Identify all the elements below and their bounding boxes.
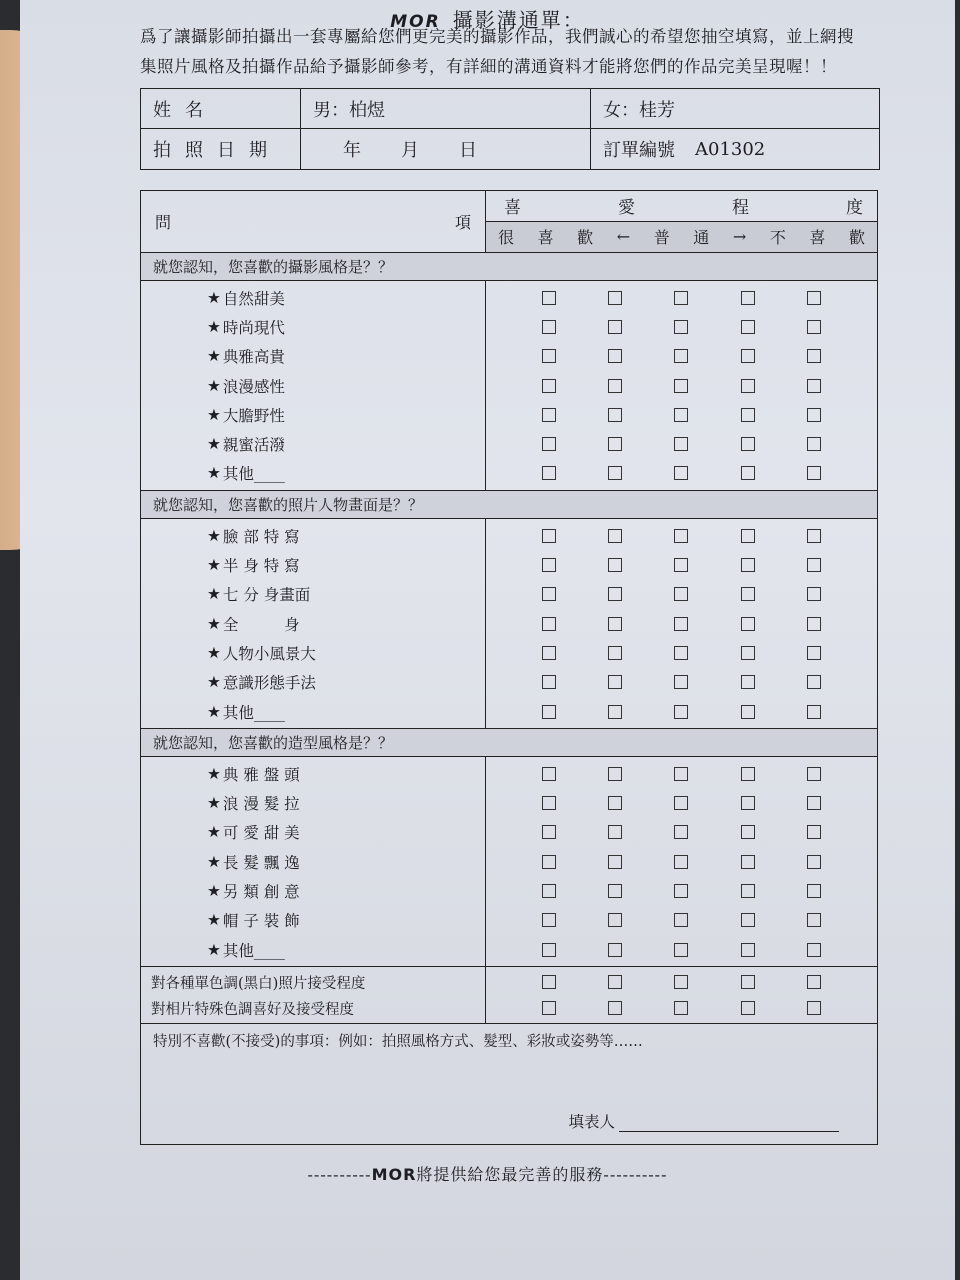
preference-title-char: 喜 [504, 198, 521, 219]
checkbox-row [486, 521, 877, 550]
item-label: 意識形態手法 [222, 674, 316, 693]
star-icon: ★ [207, 464, 221, 483]
acceptance-row: 對相片特殊色調喜好及接受程度 [151, 1001, 354, 1018]
scale-arrow-left: ← [616, 227, 631, 247]
checkbox[interactable] [674, 646, 688, 660]
checkbox[interactable] [807, 320, 821, 334]
checkbox[interactable] [608, 587, 622, 601]
date-field[interactable] [301, 129, 591, 169]
survey-paper [20, 0, 955, 1280]
checkbox-row [486, 638, 877, 667]
checkbox[interactable] [542, 529, 556, 543]
checkbox[interactable] [674, 796, 688, 810]
checkbox[interactable] [608, 767, 622, 781]
section-title: 就您認知，您喜歡的照片人物畫面是？？ [141, 491, 877, 519]
checkbox[interactable] [674, 558, 688, 572]
footer-text: 將提供給您最完善的服務 [416, 1165, 604, 1184]
checkbox[interactable] [542, 855, 556, 869]
scale-char: 很 [498, 228, 515, 248]
notes-label: 特別不喜歡(不接受)的事項：例如：拍照風格方式、髮型、彩妝或姿勢等…… [153, 1034, 643, 1051]
checkbox[interactable] [608, 349, 622, 363]
item-label: 時尚現代 [222, 318, 285, 337]
date-label: 拍照日期 [141, 129, 301, 169]
item-row [141, 788, 485, 817]
item-row [141, 580, 485, 609]
star-icon: ★ [207, 940, 221, 959]
bride-name-field[interactable]: 女：桂芳 [603, 99, 675, 121]
checkbox[interactable] [608, 1001, 622, 1015]
section-items [141, 519, 486, 728]
item-row [141, 459, 485, 488]
checkbox[interactable] [674, 825, 688, 839]
notes-area[interactable] [141, 1024, 877, 1144]
item-label: 自然甜美 [222, 289, 285, 308]
groom-name-field[interactable]: 男：柏煜 [301, 89, 591, 128]
checkbox[interactable] [542, 349, 556, 363]
item-row [141, 697, 485, 726]
checkbox[interactable] [807, 617, 821, 631]
date-month: 月 [401, 140, 419, 161]
checkbox[interactable] [807, 437, 821, 451]
checkbox[interactable] [608, 558, 622, 572]
checkbox[interactable] [608, 855, 622, 869]
item-row [141, 312, 485, 341]
section-checkboxes [486, 757, 877, 966]
item-row [141, 521, 485, 550]
item-label: 浪漫感性 [222, 377, 285, 396]
checkbox-row [486, 429, 877, 458]
acceptance-section [141, 967, 877, 1024]
checkbox[interactable] [608, 705, 622, 719]
survey-table [140, 190, 878, 1145]
checkbox[interactable] [741, 558, 755, 572]
checkbox[interactable] [807, 767, 821, 781]
item-row [141, 847, 485, 876]
checkbox-row [486, 400, 877, 429]
scale-char: 通 [693, 228, 710, 248]
footer-brand: MOR [371, 1165, 417, 1184]
checkbox[interactable] [741, 587, 755, 601]
item-row [141, 342, 485, 371]
checkbox[interactable] [608, 529, 622, 543]
checkbox[interactable] [674, 379, 688, 393]
checkbox[interactable] [542, 796, 556, 810]
checkbox[interactable] [807, 646, 821, 660]
item-label: 半 身 特 寫 [222, 557, 300, 576]
checkbox[interactable] [608, 408, 622, 422]
checkbox-row [486, 969, 877, 995]
checkbox[interactable] [807, 796, 821, 810]
checkbox[interactable] [674, 913, 688, 927]
star-icon: ★ [207, 794, 221, 813]
checkbox-row [486, 609, 877, 638]
item-row [141, 668, 485, 697]
checkbox[interactable] [741, 617, 755, 631]
checkbox[interactable] [807, 466, 821, 480]
filler-signature [568, 1110, 839, 1132]
item-label: 臉 部 特 寫 [222, 527, 300, 546]
item-label: 人物小風景大 [222, 644, 316, 663]
date-day: 日 [459, 140, 477, 161]
checkbox[interactable] [674, 705, 688, 719]
checkbox[interactable] [741, 767, 755, 781]
checkbox-row [486, 906, 877, 935]
star-icon: ★ [207, 764, 221, 783]
item-label: 七 分 身畫面 [222, 586, 311, 605]
checkbox[interactable] [542, 884, 556, 898]
item-row [141, 906, 485, 935]
checkbox[interactable] [741, 884, 755, 898]
preference-title-char: 度 [846, 198, 863, 219]
checkbox[interactable] [674, 529, 688, 543]
item-header-label: 項 [454, 213, 471, 232]
checkbox[interactable] [608, 796, 622, 810]
section-checkboxes [486, 281, 877, 490]
checkbox-row [486, 283, 877, 312]
item-row [141, 935, 485, 964]
checkbox[interactable] [741, 466, 755, 480]
checkbox[interactable] [674, 855, 688, 869]
star-icon: ★ [207, 881, 221, 900]
preference-title [486, 191, 877, 222]
section-body [141, 281, 877, 491]
checkbox[interactable] [807, 943, 821, 957]
checkbox[interactable] [542, 825, 556, 839]
checkbox[interactable] [807, 291, 821, 305]
star-icon: ★ [207, 376, 221, 395]
checkbox[interactable] [542, 767, 556, 781]
question-header [141, 191, 486, 252]
date-year: 年 [343, 140, 361, 161]
checkbox[interactable] [674, 437, 688, 451]
star-icon: ★ [207, 288, 221, 307]
item-row [141, 550, 485, 579]
item-label: 典 雅 盤 頭 [222, 765, 300, 784]
item-label: 浪 漫 髮 拉 [222, 795, 300, 814]
checkbox-row [486, 371, 877, 400]
checkbox[interactable] [542, 705, 556, 719]
signature-line[interactable] [619, 1116, 839, 1132]
checkbox-row [486, 668, 877, 697]
checkbox[interactable] [608, 975, 622, 989]
checkbox[interactable] [674, 466, 688, 480]
checkbox-row [486, 550, 877, 579]
checkbox[interactable] [807, 825, 821, 839]
item-label: 其他____ [222, 941, 285, 960]
checkbox[interactable] [807, 913, 821, 927]
item-label: 另 類 創 意 [222, 882, 300, 901]
scale-char: 不 [769, 228, 786, 248]
item-label: 可 愛 甜 美 [222, 824, 300, 843]
checkbox[interactable] [542, 617, 556, 631]
order-label: 訂單編號 [603, 140, 675, 161]
checkbox[interactable] [741, 408, 755, 422]
intro-line: 集照片風格及拍攝作品給予攝影師參考，有詳細的溝通資料才能將您們的作品完美呈現喔！！ [140, 57, 837, 76]
item-row [141, 759, 485, 788]
star-icon: ★ [207, 702, 221, 721]
checkbox[interactable] [542, 646, 556, 660]
item-row [141, 818, 485, 847]
scale-char: 歡 [577, 228, 594, 248]
star-icon: ★ [207, 911, 221, 930]
checkbox[interactable] [542, 291, 556, 305]
checkbox[interactable] [807, 408, 821, 422]
checkbox-row [486, 759, 877, 788]
checkbox[interactable] [807, 855, 821, 869]
filler-label: 填表人 [568, 1113, 615, 1132]
checkbox[interactable] [542, 675, 556, 689]
checkbox[interactable] [674, 408, 688, 422]
checkbox[interactable] [807, 675, 821, 689]
acceptance-checkboxes [486, 967, 877, 1023]
checkbox[interactable] [741, 320, 755, 334]
item-label: 大膽野性 [222, 406, 285, 425]
preference-title-char: 愛 [618, 198, 635, 219]
scale-char: 歡 [848, 228, 865, 248]
checkbox[interactable] [741, 975, 755, 989]
checkbox[interactable] [542, 558, 556, 572]
checkbox[interactable] [608, 943, 622, 957]
star-icon: ★ [207, 347, 221, 366]
section-checkboxes [486, 519, 877, 728]
scale-char: 喜 [537, 228, 554, 248]
checkbox[interactable] [542, 913, 556, 927]
footer-dashes-left: ---------- [307, 1165, 372, 1184]
checkbox-row [486, 312, 877, 341]
checkbox[interactable] [542, 408, 556, 422]
checkbox[interactable] [807, 379, 821, 393]
checkbox[interactable] [807, 349, 821, 363]
name-label: 姓名 [141, 89, 301, 128]
checkbox[interactable] [542, 379, 556, 393]
checkbox[interactable] [741, 349, 755, 363]
checkbox[interactable] [608, 320, 622, 334]
checkbox-row [486, 697, 877, 726]
section-title: 就您認知，您喜歡的攝影風格是？？ [141, 253, 877, 281]
checkbox[interactable] [807, 975, 821, 989]
item-row [141, 638, 485, 667]
checkbox[interactable] [741, 705, 755, 719]
checkbox[interactable] [608, 913, 622, 927]
footer [20, 1162, 955, 1185]
checkbox[interactable] [674, 320, 688, 334]
checkbox[interactable] [674, 975, 688, 989]
checkbox[interactable] [807, 558, 821, 572]
checkbox[interactable] [674, 943, 688, 957]
section-items [141, 757, 486, 966]
star-icon: ★ [207, 556, 221, 575]
checkbox[interactable] [542, 587, 556, 601]
checkbox[interactable] [608, 437, 622, 451]
checkbox[interactable] [674, 884, 688, 898]
checkbox[interactable] [674, 587, 688, 601]
info-table [140, 88, 880, 170]
checkbox-row [486, 935, 877, 964]
checkbox[interactable] [608, 617, 622, 631]
item-label: 典雅高貴 [222, 348, 285, 367]
checkbox[interactable] [741, 855, 755, 869]
checkbox-row [486, 876, 877, 905]
checkbox[interactable] [674, 617, 688, 631]
checkbox[interactable] [741, 1001, 755, 1015]
intro-paragraph [140, 22, 900, 82]
checkbox[interactable] [741, 796, 755, 810]
item-row [141, 371, 485, 400]
checkbox[interactable] [608, 291, 622, 305]
checkbox[interactable] [674, 291, 688, 305]
checkbox[interactable] [608, 646, 622, 660]
star-icon: ★ [207, 526, 221, 545]
checkbox[interactable] [674, 675, 688, 689]
checkbox[interactable] [674, 1001, 688, 1015]
checkbox-row [486, 818, 877, 847]
name-row [141, 89, 879, 129]
checkbox[interactable] [674, 767, 688, 781]
checkbox[interactable] [807, 705, 821, 719]
survey-header [141, 191, 877, 253]
checkbox[interactable] [807, 529, 821, 543]
checkbox[interactable] [741, 379, 755, 393]
checkbox[interactable] [608, 379, 622, 393]
item-row [141, 429, 485, 458]
checkbox[interactable] [542, 437, 556, 451]
checkbox[interactable] [741, 913, 755, 927]
section-title: 就您認知，您喜歡的造型風格是？？ [141, 729, 877, 757]
checkbox[interactable] [807, 884, 821, 898]
checkbox[interactable] [807, 1001, 821, 1015]
brand-logo: MOR [390, 12, 441, 32]
checkbox[interactable] [542, 943, 556, 957]
acceptance-row: 對各種單色調(黑白)照片接受程度 [151, 975, 366, 992]
preference-header [486, 191, 877, 252]
checkbox-row [486, 459, 877, 488]
star-icon: ★ [207, 614, 221, 633]
checkbox[interactable] [674, 349, 688, 363]
checkbox[interactable] [807, 587, 821, 601]
checkbox[interactable] [741, 675, 755, 689]
checkbox[interactable] [741, 943, 755, 957]
scale-char: 普 [653, 228, 670, 248]
checkbox-row [486, 788, 877, 817]
star-icon: ★ [207, 852, 221, 871]
checkbox[interactable] [608, 884, 622, 898]
checkbox-row [486, 847, 877, 876]
star-icon: ★ [207, 585, 221, 604]
item-label: 帽 子 裝 飾 [222, 912, 300, 931]
item-row [141, 283, 485, 312]
checkbox[interactable] [741, 825, 755, 839]
item-row [141, 876, 485, 905]
preference-scale [486, 222, 877, 252]
star-icon: ★ [207, 823, 221, 842]
page-title-text: 攝影溝通單： [452, 8, 585, 32]
section-body [141, 519, 877, 729]
footer-dashes-right: ---------- [603, 1165, 668, 1184]
star-icon: ★ [207, 405, 221, 424]
checkbox[interactable] [542, 1001, 556, 1015]
question-header-label: 問 [155, 213, 172, 232]
scale-char: 喜 [809, 228, 826, 248]
item-label: 親蜜活潑 [222, 436, 285, 455]
item-label: 其他____ [222, 703, 285, 722]
checkbox-row [486, 995, 877, 1021]
star-icon: ★ [207, 435, 221, 454]
checkbox[interactable] [741, 646, 755, 660]
section-items [141, 281, 486, 490]
checkbox[interactable] [608, 675, 622, 689]
checkbox-row [486, 342, 877, 371]
checkbox[interactable] [542, 320, 556, 334]
star-icon: ★ [207, 673, 221, 692]
scale-arrow-right: → [732, 227, 747, 247]
checkbox[interactable] [741, 291, 755, 305]
star-icon: ★ [207, 317, 221, 336]
checkbox[interactable] [542, 466, 556, 480]
checkbox[interactable] [542, 975, 556, 989]
checkbox-row [486, 580, 877, 609]
checkbox[interactable] [608, 825, 622, 839]
order-field[interactable] [591, 129, 879, 169]
section-body [141, 757, 877, 967]
checkbox[interactable] [608, 466, 622, 480]
item-label: 其他____ [222, 465, 285, 484]
checkbox[interactable] [741, 437, 755, 451]
acceptance-items [141, 967, 486, 1023]
item-row [141, 609, 485, 638]
order-number: A01302 [695, 138, 766, 160]
date-row [141, 129, 879, 169]
item-label: 長 髮 飄 逸 [222, 853, 300, 872]
star-icon: ★ [207, 643, 221, 662]
preference-title-char: 程 [732, 198, 749, 219]
checkbox[interactable] [741, 529, 755, 543]
item-row [141, 400, 485, 429]
item-label: 全 身 [222, 615, 300, 634]
intro-line: 爲了讓攝影師拍攝出一套專屬給您們更完美的攝影作品，我們誠心的希望您抽空填寫，並上網搜 [140, 27, 854, 46]
